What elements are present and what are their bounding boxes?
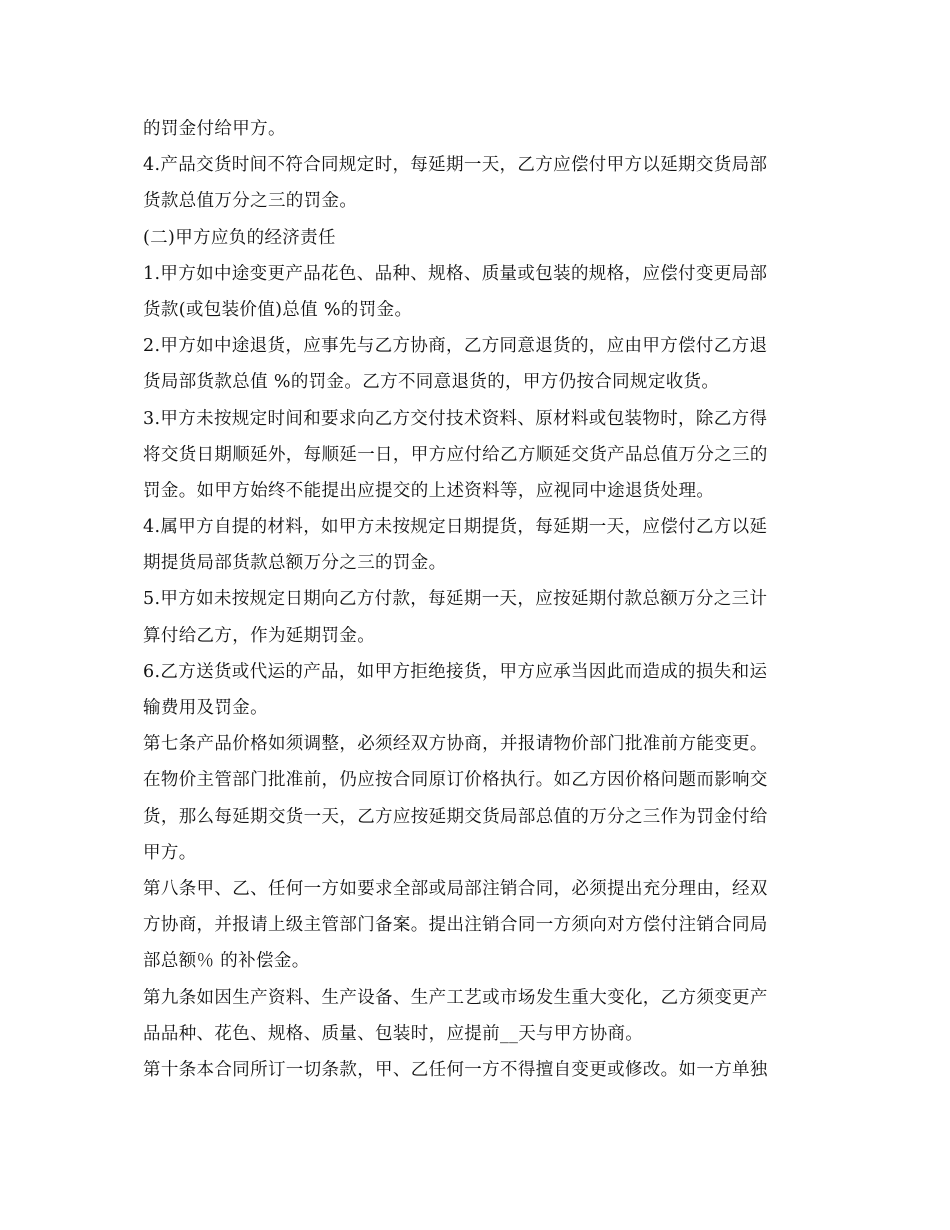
text-line: 甲方。: [143, 842, 197, 863]
section-heading: (二)甲方应负的经济责任: [143, 227, 336, 248]
text-line: 货，那么每延期交货一天，乙方应按延期交货局部总值的万分之三作为罚金付给: [143, 806, 768, 827]
text-line: 将交货日期顺延外，每顺延一日，甲方应付给乙方顺延交货产品总值万分之三的: [143, 444, 768, 465]
text-line: 期提货局部货款总额万分之三的罚金。: [143, 553, 447, 574]
text-line: 6.乙方送货或代运的产品，如甲方拒绝接货，甲方应承当因此而造成的损失和运: [143, 661, 768, 682]
text-line: 货款总值万分之三的罚金。: [143, 191, 358, 212]
article-line: 第七条产品价格如须调整，必须经双方协商，并报请物价部门批准前方能变更。: [143, 734, 768, 755]
text-line: 罚金。如甲方始终不能提出应提交的上述资料等，应视同中途退货处理。: [143, 480, 715, 501]
text-line: 方协商，并报请上级主管部门备案。提出注销合同一方须向对方偿付注销合同局: [143, 915, 768, 936]
text-line: 2.甲方如中途退货，应事先与乙方协商，乙方同意退货的，应由甲方偿付乙方退: [143, 336, 768, 357]
text-line: 输费用及罚金。: [143, 698, 268, 718]
text-line: 在物价主管部门批准前，仍应按合同原订价格执行。如乙方因价格问题而影响交: [143, 770, 768, 791]
text-line: 5.甲方如未按规定日期向乙方付款，每延期一天，应按延期付款总额万分之三计: [143, 589, 768, 610]
text-line: 4.属甲方自提的材料，如甲方未按规定日期提货，每延期一天，应偿付乙方以延: [143, 517, 768, 538]
article-line: 第八条甲、乙、任何一方如要求全部或局部注销合同，必须提出充分理由，经双: [143, 878, 768, 899]
text-line: 货款(或包装价值)总值 %的罚金。: [143, 299, 413, 320]
document-body: [143, 111, 808, 1088]
text-line: 3.甲方未按规定时间和要求向乙方交付技术资料、原材料或包装物时，除乙方得: [143, 408, 768, 429]
text-line: 的罚金付给甲方。: [143, 119, 286, 139]
text-line: 算付给乙方，作为延期罚金。: [143, 625, 376, 646]
text-line: 品品种、花色、规格、质量、包装时，应提前__天与甲方协商。: [143, 1023, 644, 1044]
text-line: 4.产品交货时间不符合同规定时，每延期一天，乙方应偿付甲方以延期交货局部: [143, 155, 768, 176]
text-line: 货局部货款总值 %的罚金。乙方不同意退货的，甲方仍按合同规定收货。: [143, 372, 720, 393]
article-line: 第十条本合同所订一切条款，甲、乙任何一方不得擅自变更或修改。如一方单独: [143, 1059, 768, 1080]
text-line: 部总额％ 的补偿金。: [143, 951, 310, 972]
text-line: 1.甲方如中途变更产品花色、品种、规格、质量或包装的规格，应偿付变更局部: [143, 263, 768, 284]
article-line: 第九条如因生产资料、生产设备、生产工艺或市场发生重大变化，乙方须变更产: [143, 987, 768, 1008]
